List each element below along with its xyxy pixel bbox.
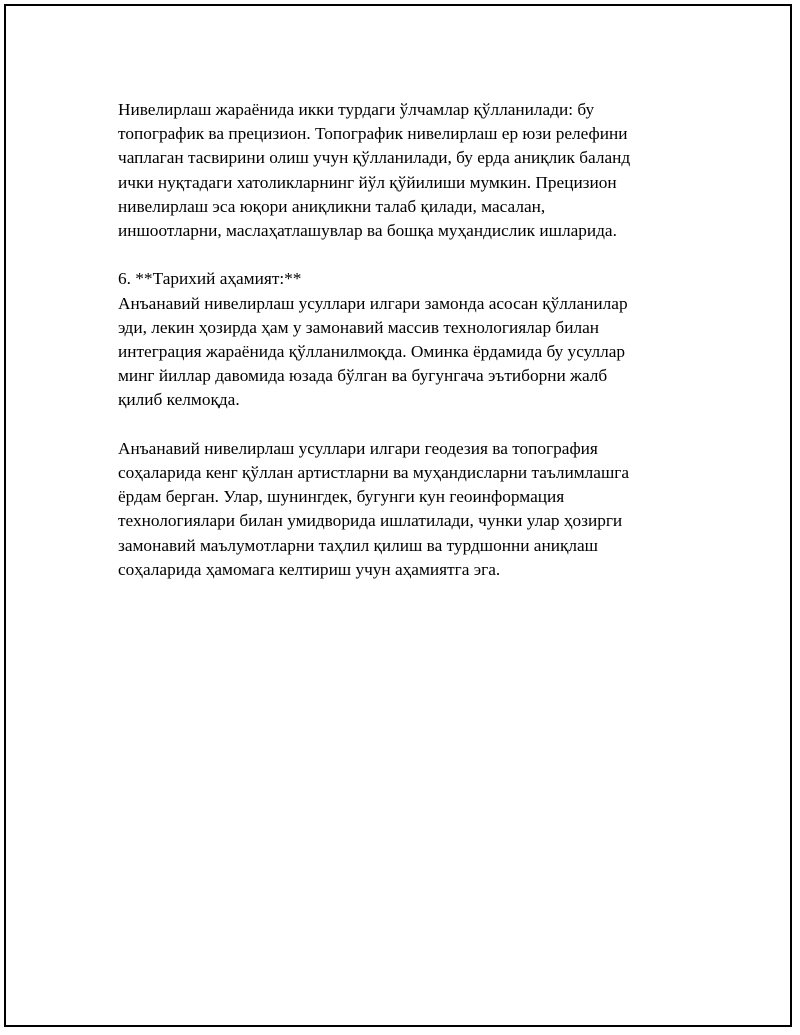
paragraph-leveling-types: Нивелирлаш жараёнида икки турдаги ўлчамлар қўлланилади: бу топографик ва прецизион. Топографик нивелирлаш ер юзи релефини чаплаган тасвирини олиш учун қўлланилади, бу ерда аниқлик баланд ички нуқтадаги хатоликларнинг йўл қўйилиши мумкин. Прецизион нивелирлаш эса юқори аниқликни талаб қилади, масалан, иншоотларни, маслаҳатлашувлар ва бошқа муҳандислик ишларида.	[118, 100, 631, 241]
document-page	[4, 4, 792, 1027]
paragraph-spacer	[118, 243, 690, 267]
paragraph-historical-significance: 6. **Тарихий аҳамият:** Анъанавий нивелирлаш усуллари илгари замонда асосан қўлланилар эди, лекин ҳозирда ҳам у замонавий массив технологиялар билан интеграция жараёнида қўлланилмоқда. Оминка ёрдамида бу усуллар минг йиллар давомида юзада бўлган ва бугунгача эътиборни жалб қилиб келмоқда.	[118, 269, 628, 410]
paragraph-traditional-methods: Анъанавий нивелирлаш усуллари илгари геодезия ва топография соҳаларида кенг қўллан артистларни ва муҳандисларни таълимлашга ёрдам берган. Улар, шунингдек, бугунги кун геоинформация технологиялари билан умидворида ишлатилади, чунки улар ҳозирги замонавий маълумотларни таҳлил қилиш ва турдшонни аниқлаш соҳаларида ҳамомага келтириш учун аҳамиятга эга.	[118, 438, 630, 579]
paragraph-spacer	[118, 413, 690, 437]
document-body	[118, 98, 690, 582]
